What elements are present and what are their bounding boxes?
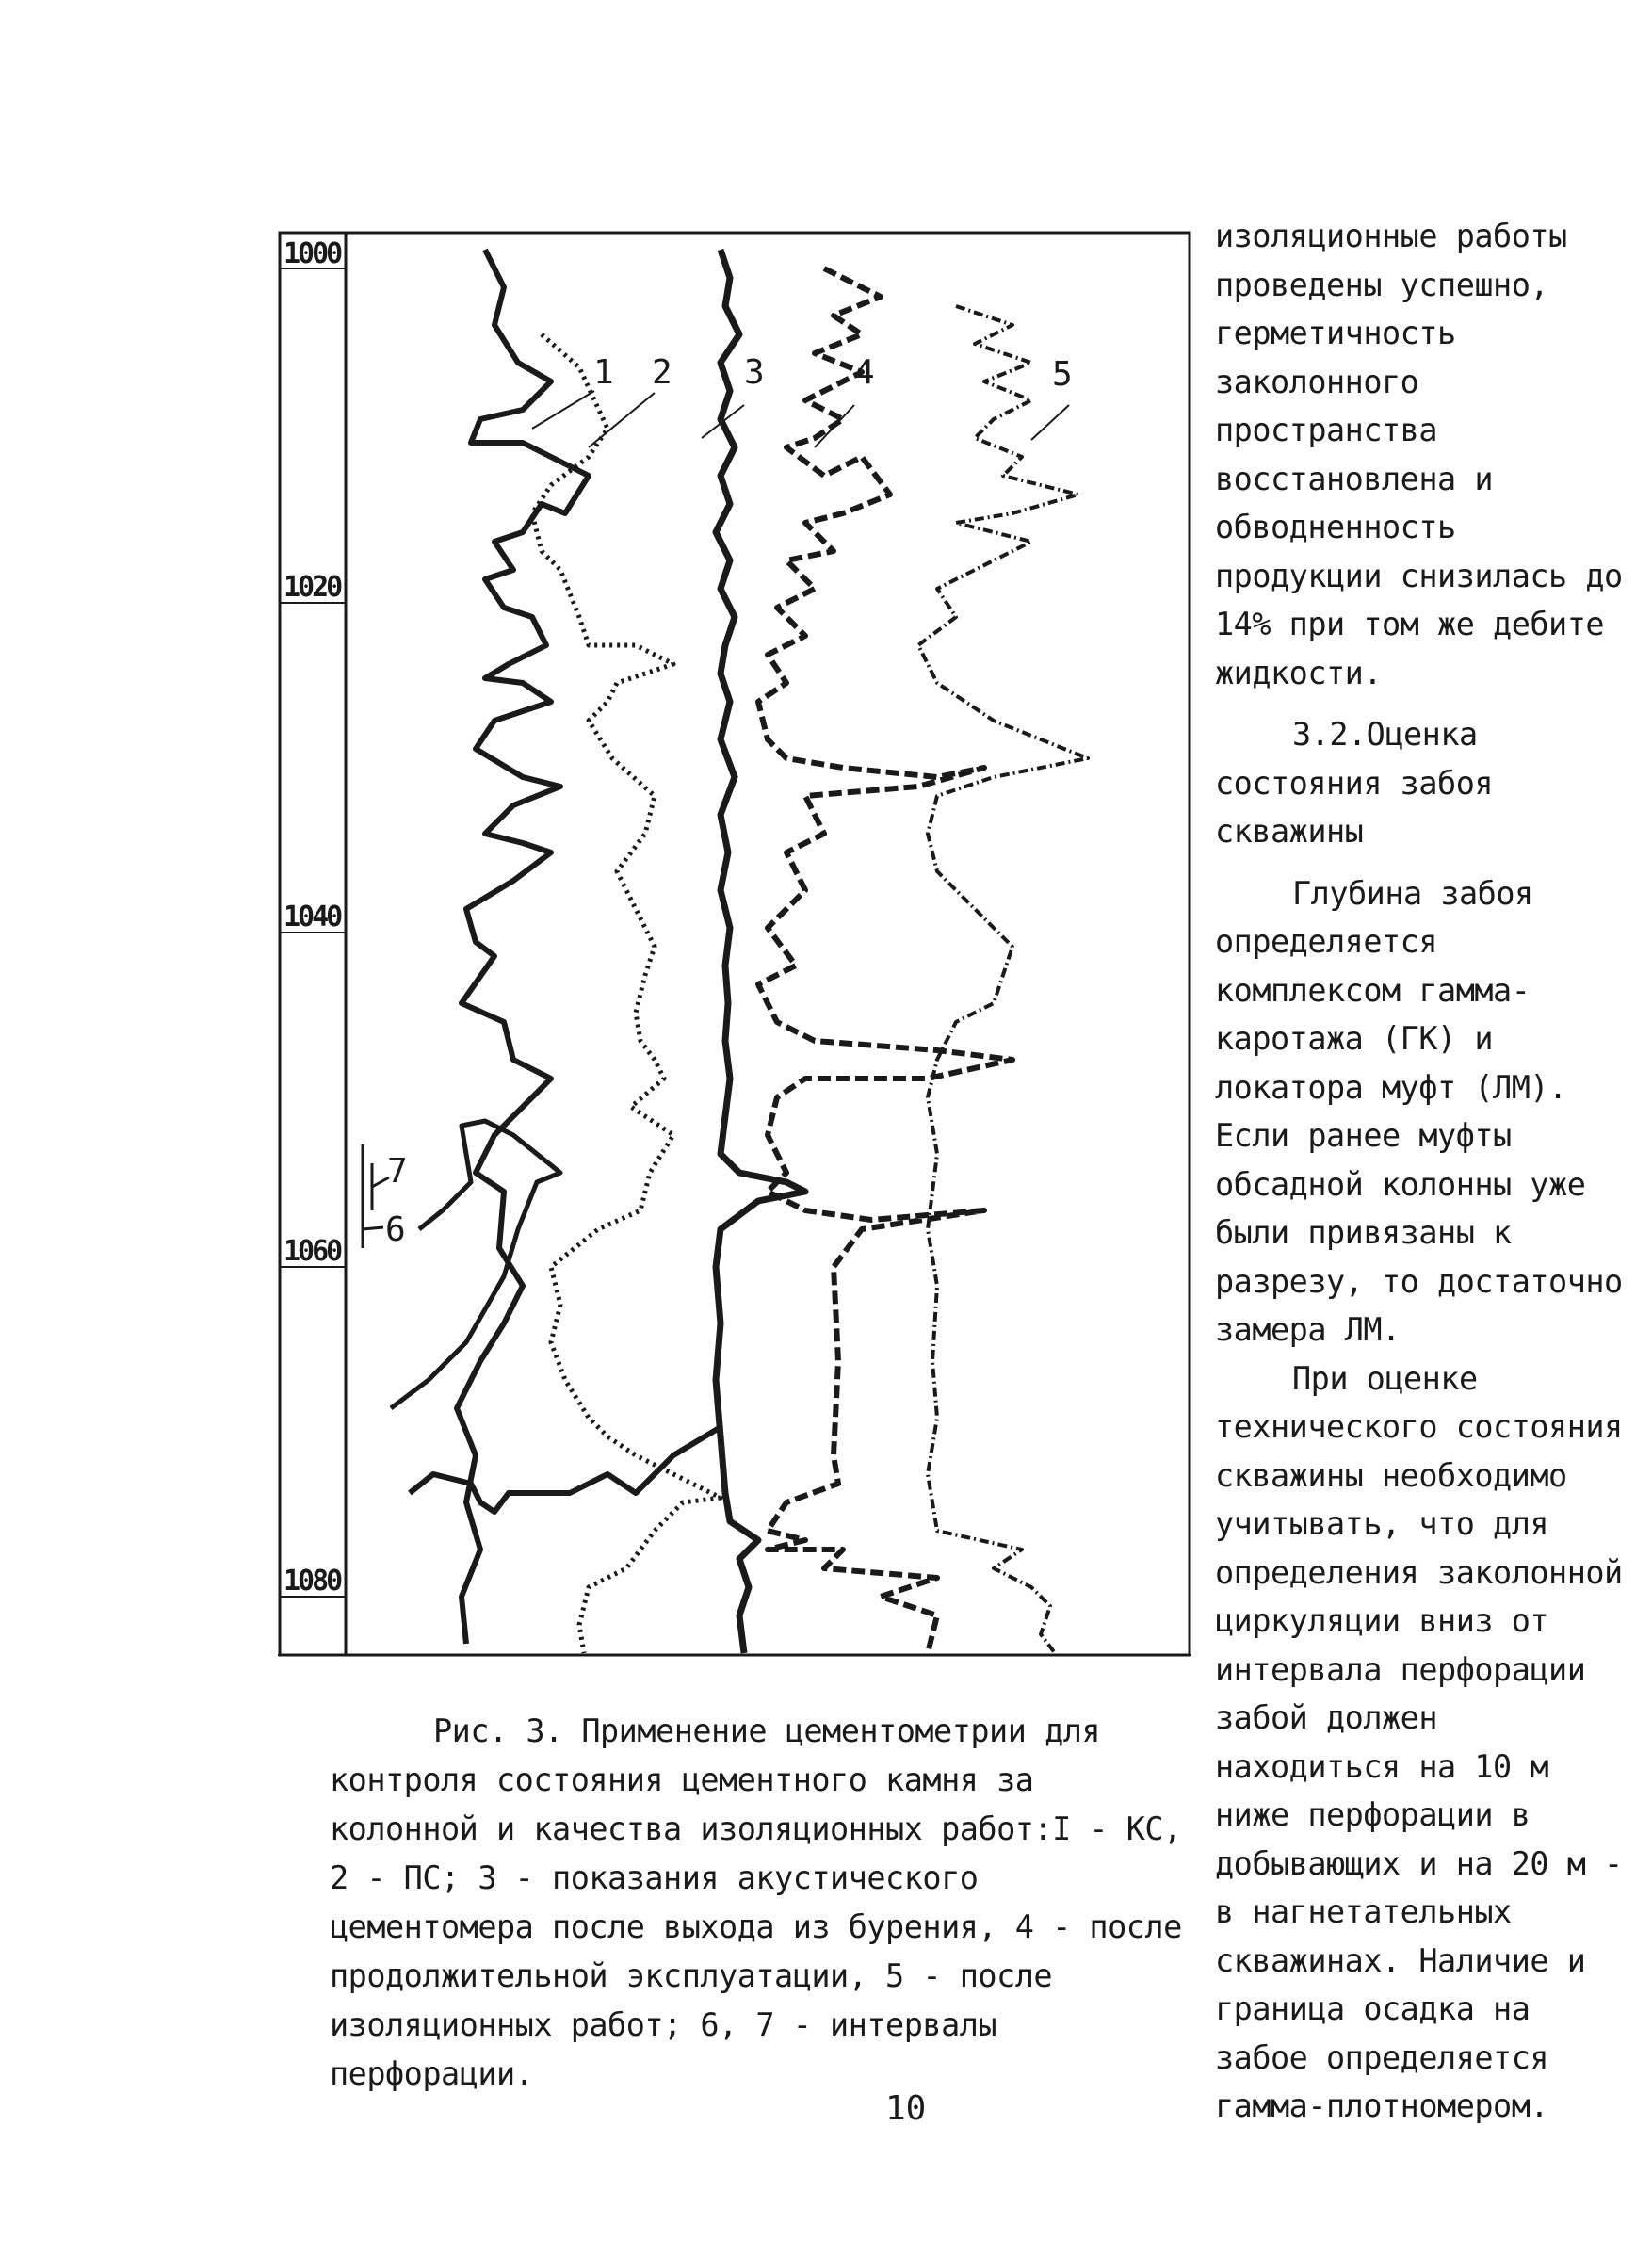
paragraph-bottomhole-depth: Глубина забоя определяется комплексом гамма-каротажа (ГК) и локатора муфт (ЛМ). Если ранее муфты обсадной колонны уже были привязаны к разрезу, то достаточно замера ЛМ. (1215, 874, 1623, 1348)
depth-track (280, 237, 346, 1598)
perforation-label-6: 6 (385, 1210, 406, 1249)
curve-label-4: 4 (854, 353, 875, 392)
curve-label-1: 1 (593, 353, 614, 392)
curve-label-5: 5 (1052, 355, 1073, 394)
depth-label-1060: 1060 (283, 1235, 341, 1268)
curve-2-ps (532, 334, 721, 1653)
curve-1-ks-lower (410, 1427, 721, 1512)
paragraph-isolation-result: изоляционные работы проведены успешно, герметичность заколонного пространства восстановлена и обводненность продукции снизилась до 14% при том же дебите жидкости. (1215, 218, 1623, 691)
perforation-label-7: 7 (387, 1152, 408, 1191)
depth-label-1000: 1000 (283, 237, 341, 270)
page-number: 10 (885, 2089, 927, 2128)
curve-1-ks (457, 250, 589, 1644)
curve-label-2: 2 (652, 353, 672, 392)
curve-4-production (758, 268, 1012, 1653)
curve-5-isolation (918, 306, 1088, 1653)
depth-label-1080: 1080 (283, 1565, 341, 1598)
curve-label-3: 3 (744, 353, 765, 392)
paragraph-technical-state: При оценке технического состояния скважины необходимо учитывать, что для определения заколонной циркуляции вниз от интервала перфорации забой должен находиться на 10 м ниже перфорации в добывающих и на 20 м - в нагнетательных скважинах. Наличие и граница осадка на забое определяется гамма-плотномером. (1215, 1359, 1623, 2124)
curve-3-acoustic (716, 250, 805, 1653)
depth-label-1040: 1040 (283, 901, 341, 933)
figure-caption: Рис. 3. Применение цементометрии для контроля состояния цементного камня за колонной и качества изоляционных работ:I - КС, 2 - ПС; 3 - показания акустического цементомера после выхода из бурения, 4 - после продолжительной эксплуатации, 5 - после изоляционных работ; 6, 7 - интервалы перфорации. (330, 1712, 1182, 2092)
depth-label-1020: 1020 (283, 571, 341, 604)
curve-label-leaders (532, 391, 1069, 447)
section-heading: 3.2.Оценка состояния забоя скважины (1215, 716, 1494, 850)
right-column-text (1215, 212, 1629, 2131)
well-log-figure (278, 231, 1191, 1672)
